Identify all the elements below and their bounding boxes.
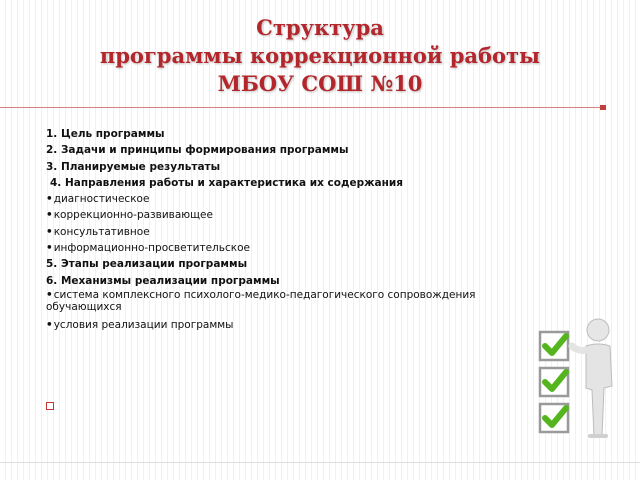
empty-bullet-square [46,402,54,410]
bullet-item [46,240,526,256]
title-divider [0,107,600,108]
bullet-text: информационно-просветительское [53,242,250,255]
bullet-item [46,207,526,223]
bullet-item [46,317,526,333]
bottom-divider [0,462,640,463]
title-line-2: программы коррекционной работы [99,43,541,68]
slide-title [40,14,600,98]
bullet-item [46,191,526,207]
content-list [46,126,526,333]
figure [572,319,612,436]
person-with-checklist-icon [528,316,626,444]
list-item: 2. Задачи и принципы формирования программы [46,144,349,157]
bullet-text: система комплексного психолого-медико-педагогического сопровождения обучающихся [46,288,476,313]
list-item: 5. Этапы реализации программы [46,258,248,271]
checkbox-bottom [540,404,568,432]
checkbox-middle [540,368,568,396]
list-item: 1. Цель программы [46,128,165,140]
title-line-3: МБОУ СОШ №10 [217,71,423,96]
bullet-text: диагностическое [53,193,150,206]
checkbox-top [540,332,568,360]
list-item: 6. Механизмы реализации программы [46,274,280,287]
bullet-item [46,289,526,313]
bullet-text: коррекционно-развивающее [53,209,213,222]
list-item: 4. Направления работы и характеристика их содержания [50,176,403,189]
bullet-text: условия реализации программы [53,318,234,331]
bullet-text: консультативное [53,225,150,238]
list-item: 3. Планируемые результаты [46,160,221,173]
title-line-1: Структура [256,15,384,40]
bullet-item [46,224,526,240]
